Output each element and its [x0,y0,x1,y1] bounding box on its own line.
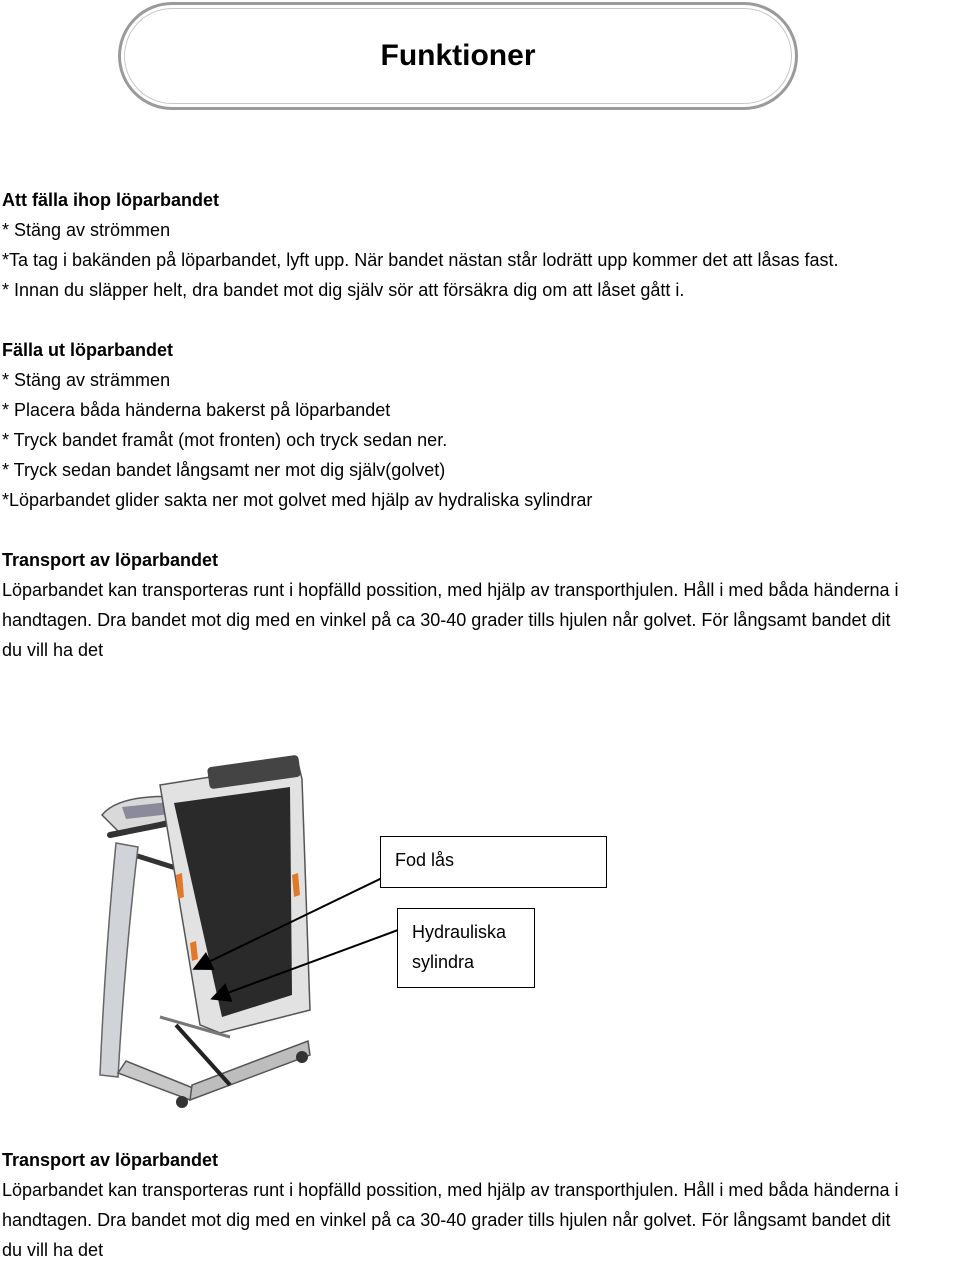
unfold-line-4: * Tryck sedan bandet långsamt ner mot dig själv(golvet) [2,460,446,480]
fold-line-1: * Stäng av strömmen [2,220,171,240]
transport2-line-1: Löparbandet kan transporteras runt i hopfälld possition, med hjälp av transporthjulen. Håll i med båda händerna i [2,1180,899,1200]
hydraulic-text-2: sylindra [412,952,475,972]
transport1-line-3: du vill ha det [2,640,104,660]
fold-line-3: * Innan du släpper helt, dra bandet mot dig själv sör att försäkra dig om att låset gått i. [2,280,685,300]
title-box [118,2,798,110]
unfold-line-2: * Placera båda händerna bakerst på löparbandet [2,400,391,420]
hydraulic-label [397,908,535,988]
unfold-line-3: * Tryck bandet framåt (mot fronten) och tryck sedan ner. [2,430,448,450]
fold-heading: Att fälla ihop löparbandet [2,190,220,210]
transport2-line-3: du vill ha det [2,1240,104,1260]
treadmill-illustration [80,755,320,1115]
transport-heading-2: Transport av löparbandet [2,1150,219,1170]
transport2-line-2: handtagen. Dra bandet mot dig med en vinkel på ca 30-40 grader tills hjulen når golvet. För långsamt bandet dit [2,1210,891,1230]
unfold-heading: Fälla ut löparbandet [2,340,174,360]
fold-line-2: *Ta tag i bakänden på löparbandet, lyft upp. När bandet nästan står lodrätt upp kommer det att låsas fast. [2,250,839,270]
transport1-line-2: handtagen. Dra bandet mot dig med en vinkel på ca 30-40 grader tills hjulen når golvet. För långsamt bandet dit [2,610,891,630]
page-title: Funktioner [380,39,536,72]
foot-lock-text: Fod lås [395,850,455,870]
foot-lock-label [380,836,607,888]
unfold-line-1: * Stäng av strämmen [2,370,171,390]
hydraulic-text-1: Hydrauliska [412,922,507,942]
transport-heading-1: Transport av löparbandet [2,550,219,570]
unfold-line-5: *Löparbandet glider sakta ner mot golvet med hjälp av hydraliska sylindrar [2,490,593,510]
transport1-line-1: Löparbandet kan transporteras runt i hopfälld possition, med hjälp av transporthjulen. Håll i med båda händerna i [2,580,899,600]
